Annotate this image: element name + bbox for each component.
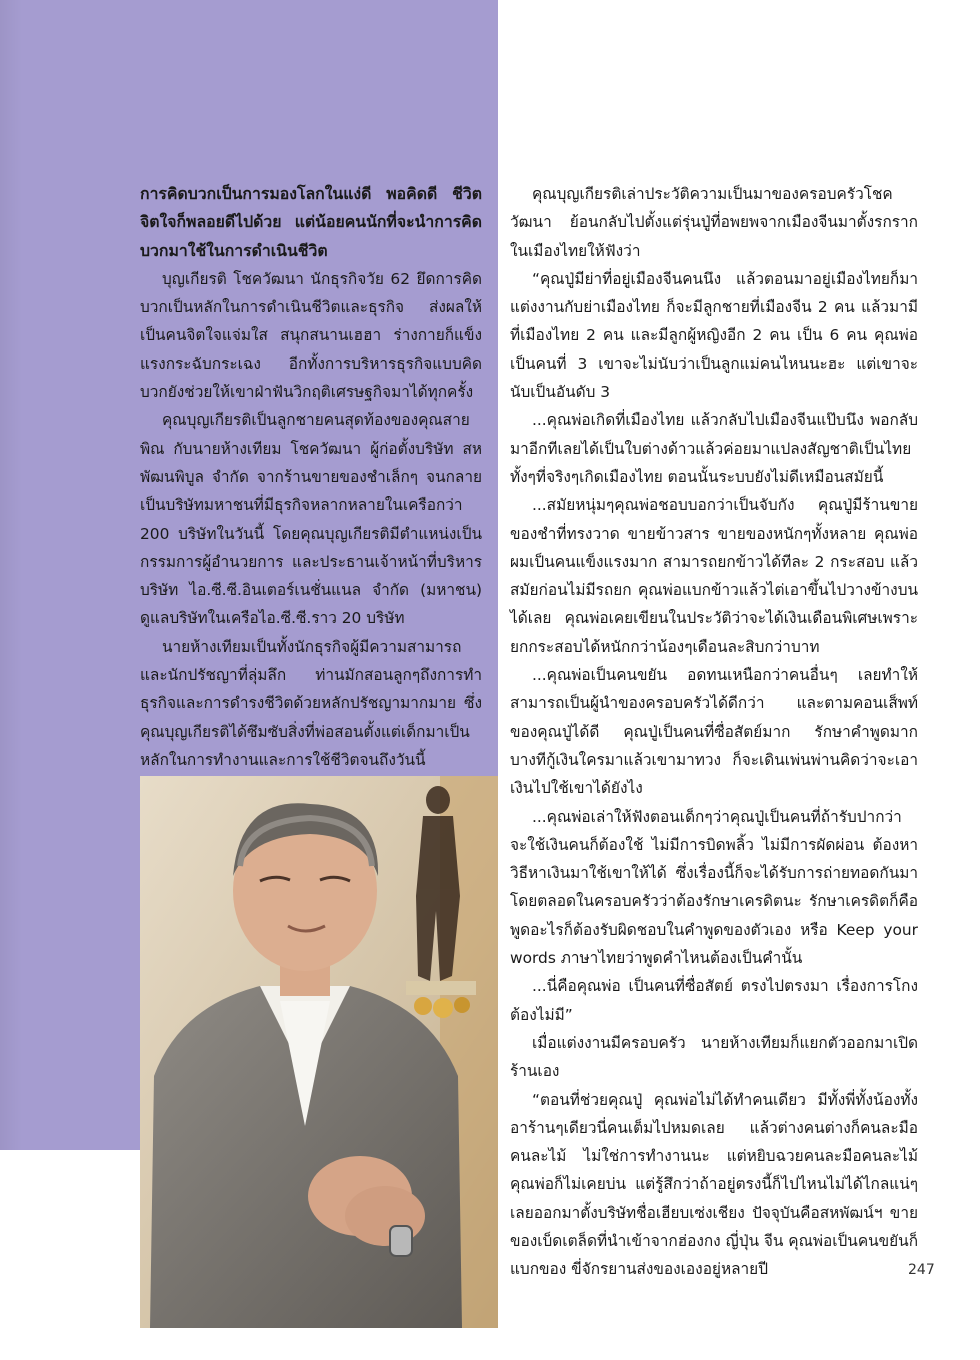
body-paragraph: นายห้างเทียมเป็นทั้งนักธุรกิจผู้มีความสามารถ และนักปรัชญาที่ลุ่มลึก ท่านมักสอนลูกๆถึงการทำธุรกิจและการดำรงชีวิตด้วยหลักปรัชญามากมาย ซึ่งคุณบุญเกียรติได้ซึมซับสิ่งที่พ่อสอนตั้งแต่เด็กมาเป็นหลักในการทำงานและการใช้ชีวิตจนถึงวันนี้ xyxy=(140,637,482,769)
body-paragraph: ...คุณพ่อเกิดที่เมืองไทย แล้วกลับไปเมืองจีนแป๊บนึง พอกลับมาอีกทีเลยได้เป็นใบต่างด้าวแล้วค่อยมาแปลงสัญชาติเป็นไทยทั้งๆที่จริงๆเกิดเมืองไทย ตอนนั้นระบบยังไม่ดีเหมือนสมัยนี้ xyxy=(510,411,918,486)
page-number: 247 xyxy=(908,1262,935,1278)
body-paragraph: คุณบุญเกียรติเป็นลูกชายคนสุดท้องของคุณสายพิณ กับนายห้างเทียม โชควัฒนา ผู้ก่อตั้งบริษัท สหพัฒนพิบูล จำกัด จากร้านขายของชำเล็กๆ จนกลายเป็นบริษัทมหาชนที่มีธุรกิจหลากหลายในเครือกว่า 200 บริษัทในวันนี้ โดยคุณบุญเกียรติมีตำแหน่งเป็นกรรมการผู้อำนวยการ และประธานเจ้าหน้าที่บริหาร บริษัท ไอ.ซี.ซี.อินเตอร์เนชั่นแนล จำกัด (มหาชน) ดูแลบริษัทในเครือไอ.ซี.ซี.ราว 20 บริษัท xyxy=(140,411,482,628)
body-paragraph: “คุณปู่มีย่าที่อยู่เมืองจีนคนนึง แล้วตอนมาอยู่เมืองไทยก็มาแต่งงานกับย่าเมืองไทย ก็จะมีลูกชายที่เมืองจีน 2 คน แล้วมามีที่เมืองไทย 2 คน และมีลูกผู้หญิงอีก 2 คน เป็น 6 คน คุณพ่อเป็นคนที่ 3 เขาจะไม่นับว่าเป็นลูกแม่คนไหนนะฮะ แต่เขาจะนับเป็นอันดับ 3 xyxy=(510,269,918,402)
left-text-column xyxy=(140,180,482,774)
body-paragraph: คุณบุญเกียรติเล่าประวัติความเป็นมาของครอบครัวโชควัฒนา ย้อนกลับไปตั้งแต่รุ่นปู่ที่อพยพจากเมืองจีนมาตั้งรกรากในเมืองไทยให้ฟังว่า xyxy=(510,185,918,260)
portrait-illustration xyxy=(140,776,498,1328)
body-paragraph: ...คุณพ่อเล่าให้ฟังตอนเด็กๆว่าคุณปู่เป็นคนที่ถ้ารับปากว่าจะใช้เงินคนก็ต้องใช้ ไม่มีการบิดพลิ้ว ไม่มีการผัดผ่อน ต้องหาวิธีหาเงินมาใช้เขาให้ได้ ซึ่งเรื่องนี้ก็จะได้รับการถ่ายทอดกันมาโดยตลอดในครอบครัวว่าต้องรักษาเครดิตนะ รักษาเครดิตก็คือพูดอะไรก็ต้องรับผิดชอบในคำพูดของตัวเอง หรือ Keep your words ภาษาไทยว่าพูดคำไหนต้องเป็นคำนั้น xyxy=(510,807,918,968)
right-text-column xyxy=(510,180,918,1284)
body-paragraph: บุญเกียรติ โชควัฒนา นักธุรกิจวัย 62 ยึดการคิดบวกเป็นหลักในการดำเนินชีวิตและธุรกิจ ส่งผลให้เป็นคนจิตใจแจ่มใส สนุกสนานเฮฮา ร่างกายก็แข็งแรงกระฉับกระเฉง อีกทั้งการบริหารธุรกิจแบบคิดบวกยังช่วยให้เขาฝ่าฟันวิกฤติเศรษฐกิจมาได้ทุกครั้ง xyxy=(140,269,482,402)
lead-paragraph: การคิดบวกเป็นการมองโลกในแง่ดี พอคิดดี ชีวิตจิตใจก็พลอยดีไปด้วย แต่น้อยคนนักที่จะนำการคิดบวกมาใช้ในการดำเนินชีวิต xyxy=(140,184,482,260)
portrait-photo xyxy=(140,776,498,1328)
body-paragraph: ...นี่คือคุณพ่อ เป็นคนที่ซื่อสัตย์ ตรงไปตรงมา เรื่องการโกงต้องไม่มี” xyxy=(510,977,918,1024)
body-paragraph: ...สมัยหนุ่มๆคุณพ่อชอบบอกว่าเป็นจับกัง คุณปู่มีร้านขายของชำที่ทรงวาด ขายข้าวสาร ขายของหนักๆทั้งหลาย คุณพ่อผมเป็นคนแข็งแรงมาก สามารถยกข้าวได้ทีละ 2 กระสอบ แล้วสมัยก่อนไม่มีรถยก คุณพ่อแบกข้าวแล้วไต่เอาขึ้นไปวางข้างบนได้เลย คุณพ่อเคยเขียนในประวัติว่าจะได้เงินเดือนพิเศษเพราะยกกระสอบได้หนักกว่าน้องๆเดือนละสิบกว่าบาท xyxy=(510,496,918,656)
page-edge-shadow xyxy=(0,0,22,1150)
body-paragraph: “ตอนที่ช่วยคุณปู่ คุณพ่อไม่ได้ทำคนเดียว มีทั้งพี่ทั้งน้องทั้งอาร้านๆเดียวนี่คนเต็มไปหมดเลย แล้วต่างคนต่างก็คนละมือคนละไม้ ไม่ใช่การทำงานนะ แต่หยิบฉวยคนละมือคนละไม้ คุณพ่อก็ไม่เคยบ่น แต่รู้สึกว่าถ้าอยู่ตรงนี้ก็ไปไหนไม่ได้ไกลแน่ๆ เลยออกมาตั้งบริษัทชื่อเฮียบเซ่งเชียง ปัจจุบันคือสหพัฒน์ฯ ขายของเบ็ดเตล็ดที่นำเข้าจากฮ่องกง ญี่ปุ่น จีน คุณพ่อเป็นคนขยันก็แบกของ ขี่จักรยานส่งของเองอยู่หลายปี xyxy=(510,1090,919,1279)
body-paragraph: ...คุณพ่อเป็นคนขยัน อดทนเหนือกว่าคนอื่นๆ เลยทำให้สามารถเป็นผู้นำของครอบครัวได้ดีกว่า และตามคอนเส็พท์ของคุณปู่ได้ดี คุณปู่เป็นคนที่ซื่อสัตย์มาก รักษาคำพูดมาก บางทีกู้เงินใครมาแล้วเขามาทวง ก็จะเดินเพ่นพ่านคิดว่าจะเอาเงินไปใช้เขาได้ยังไง xyxy=(510,666,918,798)
body-paragraph: เมื่อแต่งงานมีครอบครัว นายห้างเทียมก็แยกตัวออกมาเปิดร้านเอง xyxy=(510,1033,918,1081)
